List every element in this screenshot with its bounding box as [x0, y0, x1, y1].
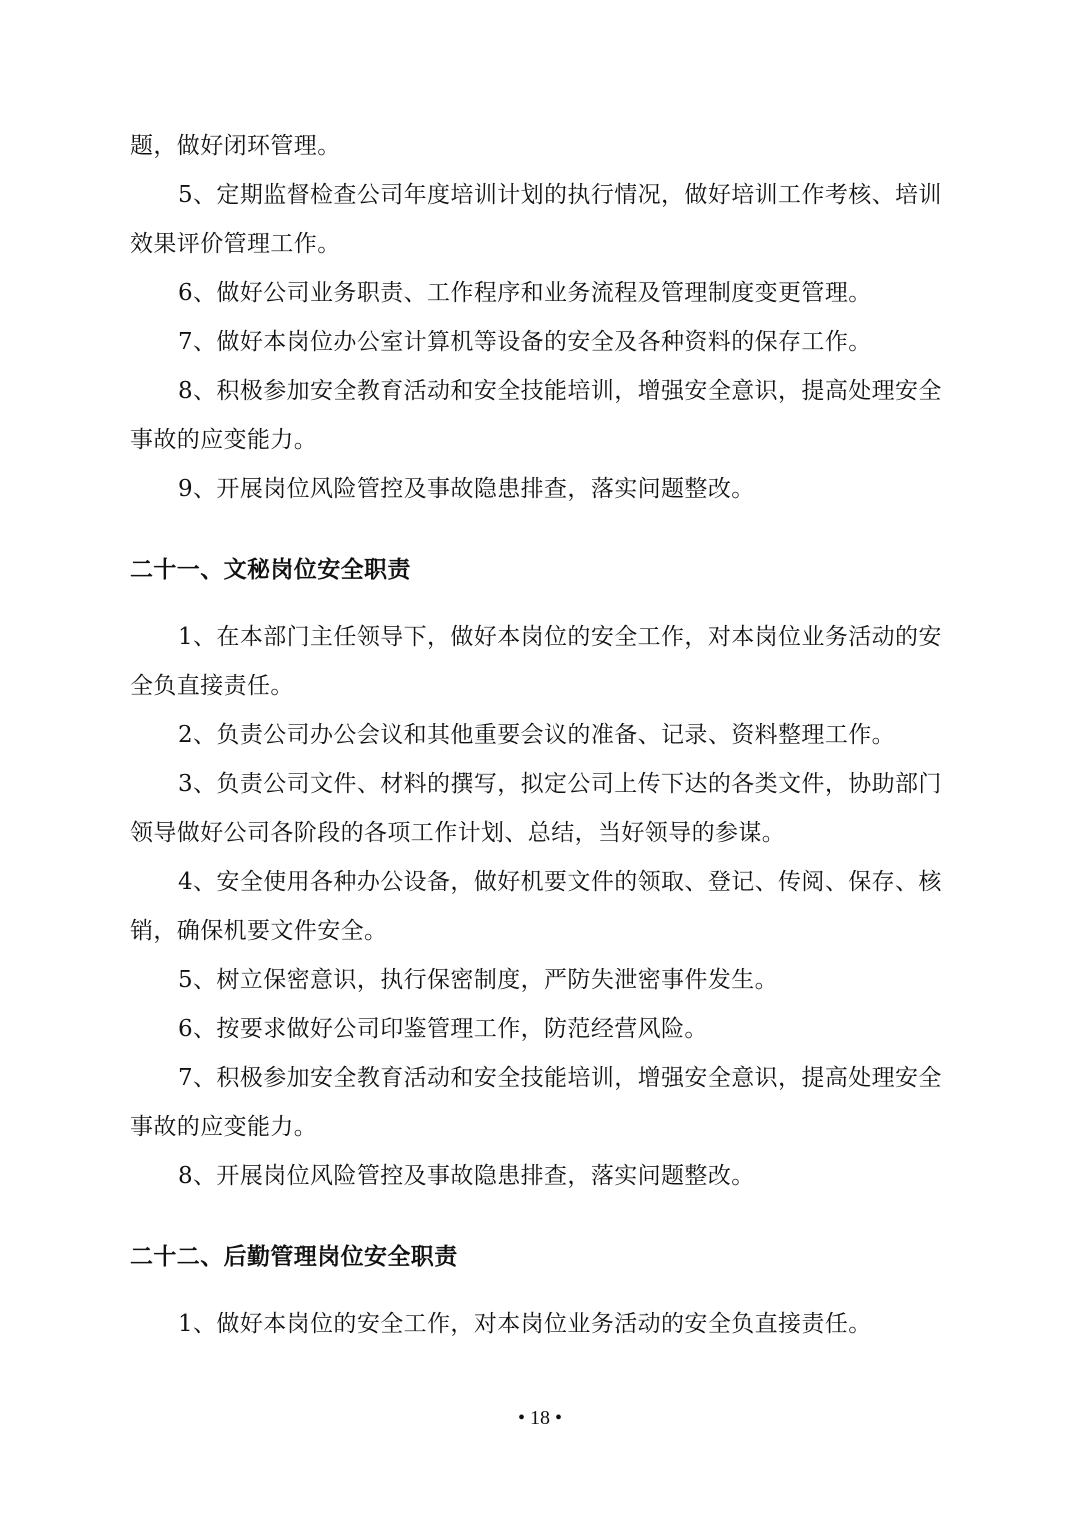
paragraph: 6、做好公司业务职责、工作程序和业务流程及管理制度变更管理。	[178, 280, 872, 306]
paragraph: 7、做好本岗位办公室计算机等设备的安全及各种资料的保存工作。	[178, 329, 872, 355]
list-item: 7、积极参加安全教育活动和安全技能培训，增强安全意识，提高处理安全事故的应变能力。	[130, 1065, 942, 1140]
section-heading: 二十二、后勤管理岗位安全职责	[130, 1244, 458, 1270]
list-item: 5、树立保密意识，执行保密制度，严防失泄密事件发生。	[178, 967, 779, 993]
paragraph: 9、开展岗位风险管控及事故隐患排查，落实问题整改。	[178, 476, 755, 502]
paragraph: 8、积极参加安全教育活动和安全技能培训，增强安全意识，提高处理安全事故的应变能力。	[130, 378, 942, 453]
list-item: 1、在本部门主任领导下，做好本岗位的安全工作，对本岗位业务活动的安全负直接责任。	[130, 624, 942, 699]
list-item: 2、负责公司办公会议和其他重要会议的准备、记录、资料整理工作。	[178, 722, 896, 748]
page-number: • 18 •	[517, 1407, 562, 1429]
list-item: 1、做好本岗位的安全工作，对本岗位业务活动的安全负直接责任。	[178, 1311, 872, 1337]
paragraph: 题，做好闭环管理。	[130, 133, 341, 159]
list-item: 4、安全使用各种办公设备，做好机要文件的领取、登记、传阅、保存、核销，确保机要文件安全。	[130, 869, 942, 944]
section-heading: 二十一、文秘岗位安全职责	[130, 557, 411, 583]
paragraph: 5、定期监督检查公司年度培训计划的执行情况，做好培训工作考核、培训效果评价管理工作。	[130, 182, 942, 257]
list-item: 8、开展岗位风险管控及事故隐患排查，落实问题整改。	[178, 1163, 755, 1189]
document-body	[130, 122, 956, 1349]
list-item: 3、负责公司文件、材料的撰写，拟定公司上传下达的各类文件，协助部门领导做好公司各阶段的各项工作计划、总结，当好领导的参谋。	[130, 771, 942, 846]
list-item: 6、按要求做好公司印鉴管理工作，防范经营风险。	[178, 1016, 708, 1042]
